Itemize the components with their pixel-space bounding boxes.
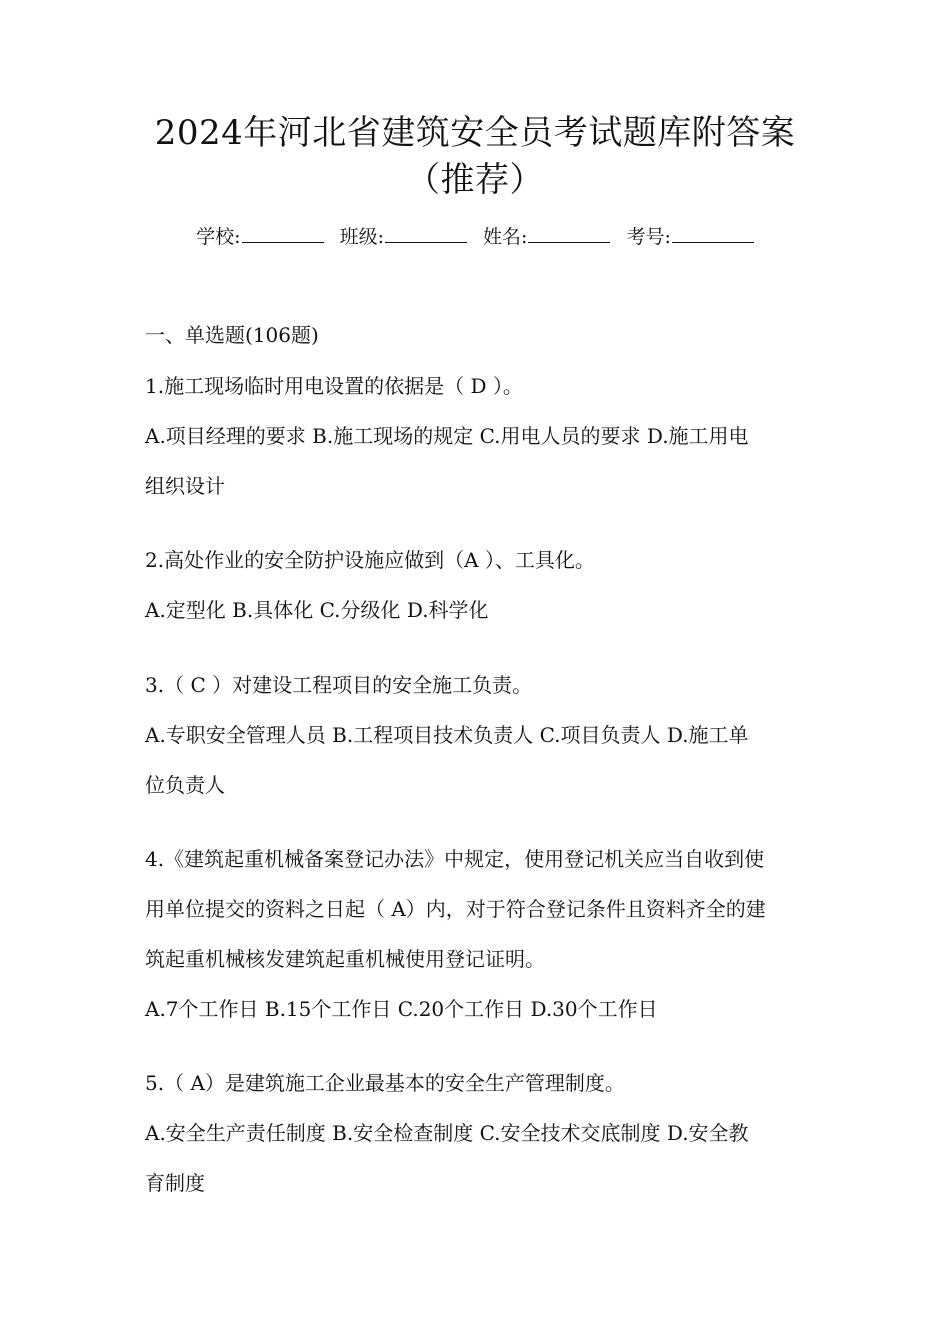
info-school: [196, 226, 323, 248]
section-heading: 一、单选题(106题): [145, 323, 319, 347]
question-5-options-cont: 育制度: [145, 1171, 205, 1195]
info-name-label: 姓名:: [483, 226, 528, 248]
info-name-blank: [528, 241, 610, 243]
info-exam-number-label: 考号:: [626, 226, 671, 248]
info-exam-number-blank: [672, 241, 754, 243]
question-2: 2.高处作业的安全防护设施应做到（A ）、工具化。: [145, 548, 595, 572]
question-1-options: A.项目经理的要求 B.施工现场的规定 C.用电人员的要求 D.施工用电: [145, 424, 749, 448]
info-class-blank: [385, 241, 467, 243]
student-info-row: [0, 222, 950, 249]
info-name: [483, 226, 610, 248]
question-4: 4.《建筑起重机械备案登记办法》中规定，使用登记机关应当自收到使: [145, 847, 765, 871]
info-school-blank: [242, 241, 324, 243]
info-school-label: 学校:: [196, 226, 241, 248]
question-4-cont-1: 用单位提交的资料之日起（ A）内，对于符合登记条件且资料齐全的建: [145, 897, 766, 921]
question-4-options: A.7个工作日 B.15个工作日 C.20个工作日 D.30个工作日: [145, 997, 658, 1021]
question-3: 3.（ C ）对建设工程项目的安全施工负责。: [145, 673, 533, 697]
question-5-options: A.安全生产责任制度 B.安全检查制度 C.安全技术交底制度 D.安全教: [145, 1121, 749, 1145]
document-title-line2: （推荐）: [406, 160, 544, 200]
info-exam-number: [626, 226, 753, 248]
question-4-cont-2: 筑起重机械核发建筑起重机械使用登记证明。: [145, 947, 545, 971]
question-3-options-cont: 位负责人: [145, 773, 225, 797]
question-1-options-cont: 组织设计: [145, 474, 225, 498]
question-1: 1.施工现场临时用电设置的依据是（ D ）。: [145, 374, 523, 398]
info-class-label: 班级:: [339, 226, 384, 248]
question-2-options: A.定型化 B.具体化 C.分级化 D.科学化: [145, 598, 489, 622]
question-3-options: A.专职安全管理人员 B.工程项目技术负责人 C.项目负责人 D.施工单: [145, 723, 749, 747]
info-class: [340, 226, 467, 248]
question-5: 5.（ A）是建筑施工企业最基本的安全生产管理制度。: [145, 1071, 625, 1095]
document-title-line1: 2024年河北省建筑安全员考试题库附答案: [154, 113, 796, 153]
